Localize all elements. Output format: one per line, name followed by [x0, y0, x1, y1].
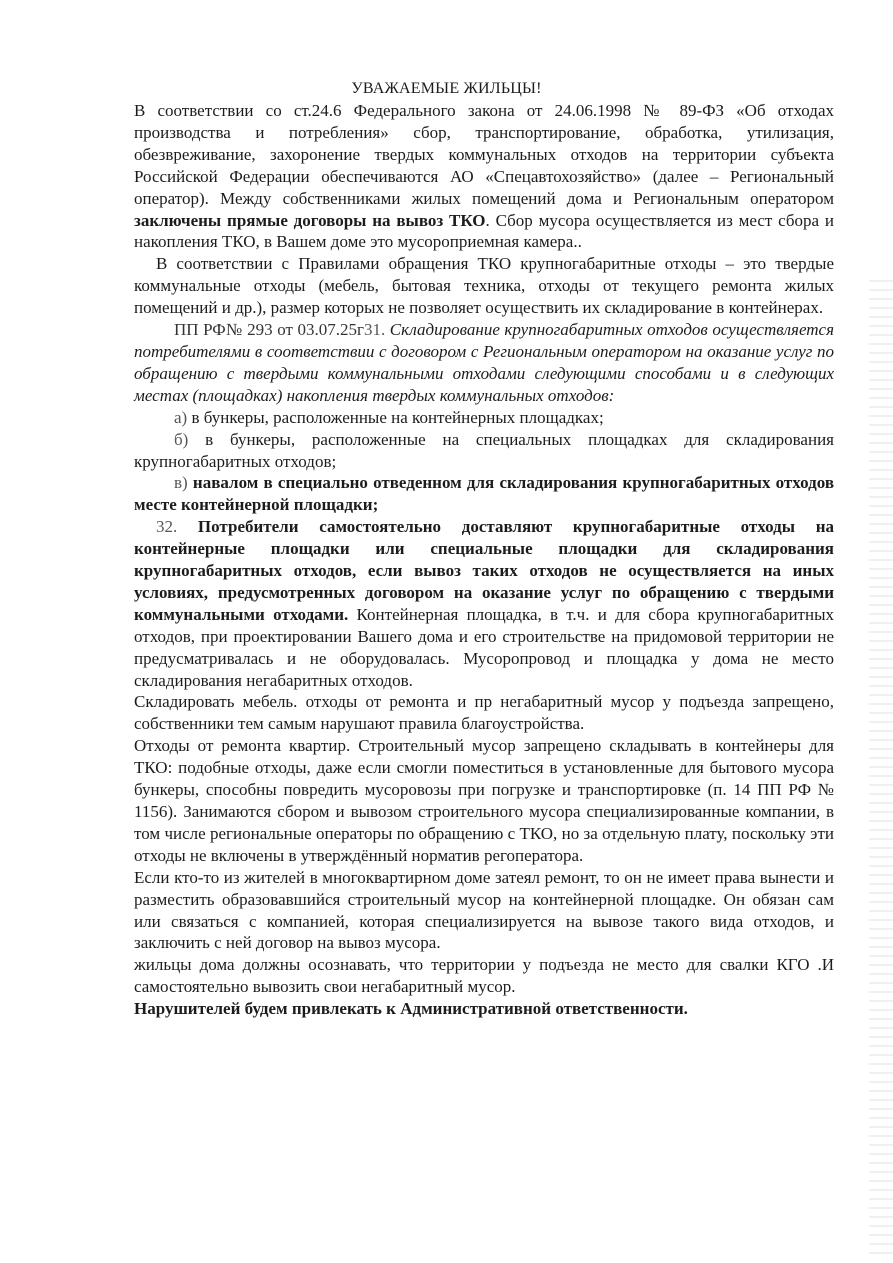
paragraph-residents-renovation: Если кто-то из жителей в многоквартирном доме затеял ремонт, то он не имеет права вынести и разместить образовавшийся строительный мусор на контейнерной площадке. Он обязан сам или связаться с компанией, которая специализируется на вывозе такого вида отходов, и заключить с ней договор на вывоз мусора. [134, 867, 834, 953]
clause-32-rest-text: Контейнерная площадка, в т.ч. и для сбора крупногабаритных отходов, при проектировании Вашего дома и его строительстве на придомовой территории не предусматривалась и не оборудовалась. Мусоропровод и площадка у дома не место складирования негабаритных отходов. [134, 604, 834, 690]
paragraph-decree-31 [134, 319, 834, 407]
list-letter-b: б) [174, 429, 189, 449]
document-body [134, 100, 834, 1020]
clause-31-text: Складирование крупногабаритных отходов осуществляется потребителями в соответствии с договором с Региональным оператором на оказание услуг по обращению с твердыми коммунальными отходами следующими способами и в следующих местах (площадках) накопления твердых коммунальных отходов: [134, 320, 834, 405]
clause-number-31: 31. [363, 320, 386, 340]
decree-reference: ПП РФ№ 293 от 03.07.25г [174, 320, 364, 340]
paragraph-storage-ban: Складировать мебель. отходы от ремонта и пр негабаритный мусор у подъезда запрещено, собственники тем самым нарушают правила благоустройства. [134, 692, 834, 734]
document-title: УВАЖАЕМЫЕ ЖИЛЬЦЫ! [351, 80, 542, 97]
clause-32-bold-text: Потребители самостоятельно доставляют крупногабаритные отходы на контейнерные площадки или специальные площадки для складирования крупногабаритных отходов, если вывоз таких отходов не осуществляется на иных условиях, предусмотренных договором на оказание услуг по обращению с твердыми коммунальными отходами. [134, 517, 834, 624]
list-item-c-text: навалом в специально отведенном для складирования крупногабаритных отходов месте контейнерной площадки; [134, 473, 834, 515]
list-letter-c: в) [174, 473, 188, 493]
list-letter-a: а) [174, 407, 188, 427]
paragraph-residents-awareness: жильцы дома должны осознавать, что территории у подъезда не место для свалки КГО .И самостоятельно вывозить свои негабаритный мусор. [134, 955, 834, 997]
clause-number-32: 32. [156, 517, 178, 537]
paragraph-clause-32 [134, 516, 834, 691]
contracts-emphasis: заключены прямые договоры на вывоз ТКО [134, 210, 486, 230]
paragraph-intro-tail: . Сбор мусора осуществляется из мест сбора и накопления ТКО, в Вашем доме это мусороприемная камера.. [134, 210, 834, 252]
list-item-b-text: в бункеры, расположенные на специальных площадках для складирования крупногабаритных отходов; [134, 429, 834, 471]
paragraph-renovation-waste: Отходы от ремонта квартир. Строительный мусор запрещено складывать в контейнеры для ТКО: подобные отходы, даже если смогли поместиться в установленные для бытового мусора бункеры, способны повредить мусоровозы при погрузке и транспортировке (п. 14 ПП РФ № 1156). Занимаются сбором и вывозом строительного мусора специализированные компании, в том числе региональные операторы по обращению с ТКО, но за отдельную плату, поскольку эти отходы не включены в утверждённый норматив регоператора. [134, 736, 834, 865]
closing-warning: Нарушителей будем привлекать к Административной ответственности. [134, 999, 688, 1019]
paragraph-rules: В соответствии с Правилами обращения ТКО крупногабаритные отходы – это твердые коммунальные отходы (мебель, бытовая техника, отходы от текущего ремонта жилых помещений и др.), размер которых не позволяет осуществить их складирование в контейнерах. [134, 254, 834, 318]
list-item-a-text: в бункеры, расположенные на контейнерных площадках; [187, 407, 604, 427]
paragraph-intro-text: В соответствии со ст.24.6 Федерального закона от 24.06.1998 № 89-ФЗ «Об отходах производства и потребления» сбор, транспортирование, обработка, утилизация, обезвреживание, захоронение твердых коммунальных отходов на территории субъекта Российской Федерации обеспечиваются АО «Спецавтохозяйство» (далее – Региональный оператор). Между собственниками жилых помещений дома и Региональным оператором [134, 101, 834, 208]
scan-edge-noise [869, 280, 893, 1260]
list-item-a [134, 407, 834, 429]
paragraph-intro [134, 100, 834, 253]
list-item-b [134, 429, 834, 473]
list-item-c [134, 472, 834, 516]
